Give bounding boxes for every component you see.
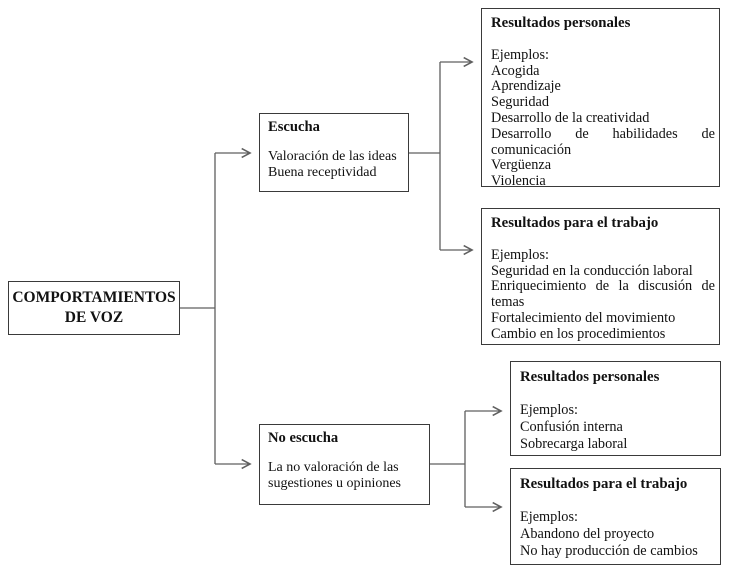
branch-title: No escucha: [268, 430, 339, 446]
outcome-title: Resultados personales: [520, 369, 660, 385]
trunk-elbow-line: [180, 153, 215, 464]
outcome-item: Aprendizaje: [491, 78, 561, 95]
text-line: Buena receptividad: [268, 165, 377, 180]
outcome-item: Desarrollo de la creatividad: [491, 109, 650, 126]
outcome-items: [520, 526, 716, 560]
outcome-item: Seguridad: [491, 94, 549, 111]
outcome-item: Confusión interna: [520, 419, 623, 435]
outcome-item: Sobrecarga laboral: [520, 436, 628, 452]
outcome-item: Seguridad en la conducción laboral: [491, 262, 693, 279]
outcome-intro: Ejemplos:: [520, 509, 578, 525]
outcome-intro: Ejemplos:: [491, 46, 549, 63]
branch-description: [268, 149, 408, 182]
outcome-title: Resultados para el trabajo: [491, 215, 659, 231]
outcome-title: Resultados personales: [491, 15, 631, 31]
outcome-item: Fortalecimiento del movimiento: [491, 309, 676, 326]
escucha-elbow-line: [409, 62, 440, 250]
outcome-box-personal-escucha: [481, 8, 720, 190]
outcome-item: Abandono del proyecto: [520, 526, 655, 542]
root-box-title: COMPORTAMIENTOS DE VOZ: [12, 289, 176, 326]
outcome-box-personal-no-escucha: [510, 361, 721, 456]
outcome-item: Desarrollo de habilidades de comunicación: [491, 125, 715, 158]
outcome-items: [520, 419, 716, 453]
no-escucha-elbow-line: [430, 411, 465, 507]
text-line: La no valoración de las sugestiones u opiniones: [268, 459, 401, 491]
outcome-item: No hay producción de cambios: [520, 543, 698, 559]
outcome-item: Vergüenza: [491, 157, 552, 174]
root-box-comportamientos-de-voz: [8, 281, 180, 335]
branch-description: [268, 460, 423, 493]
branch-box-no-escucha: [259, 424, 430, 505]
branch-title: Escucha: [268, 119, 320, 135]
outcome-item: Enriquecimiento de la discusión de temas: [491, 278, 715, 311]
outcome-items: [491, 64, 715, 190]
outcome-box-trabajo-escucha: [481, 208, 720, 345]
outcome-intro: Ejemplos:: [520, 402, 578, 418]
text-line: Valoración de las ideas: [268, 148, 397, 164]
outcome-box-trabajo-no-escucha: [510, 468, 721, 565]
outcome-item: Cambio en los procedimientos: [491, 325, 666, 342]
outcome-item: Violencia: [491, 173, 546, 190]
outcome-items: [491, 264, 715, 343]
branch-box-escucha: [259, 113, 409, 192]
outcome-item: Acogida: [491, 62, 540, 79]
outcome-intro: Ejemplos:: [491, 246, 549, 263]
outcome-title: Resultados para el trabajo: [520, 476, 688, 492]
